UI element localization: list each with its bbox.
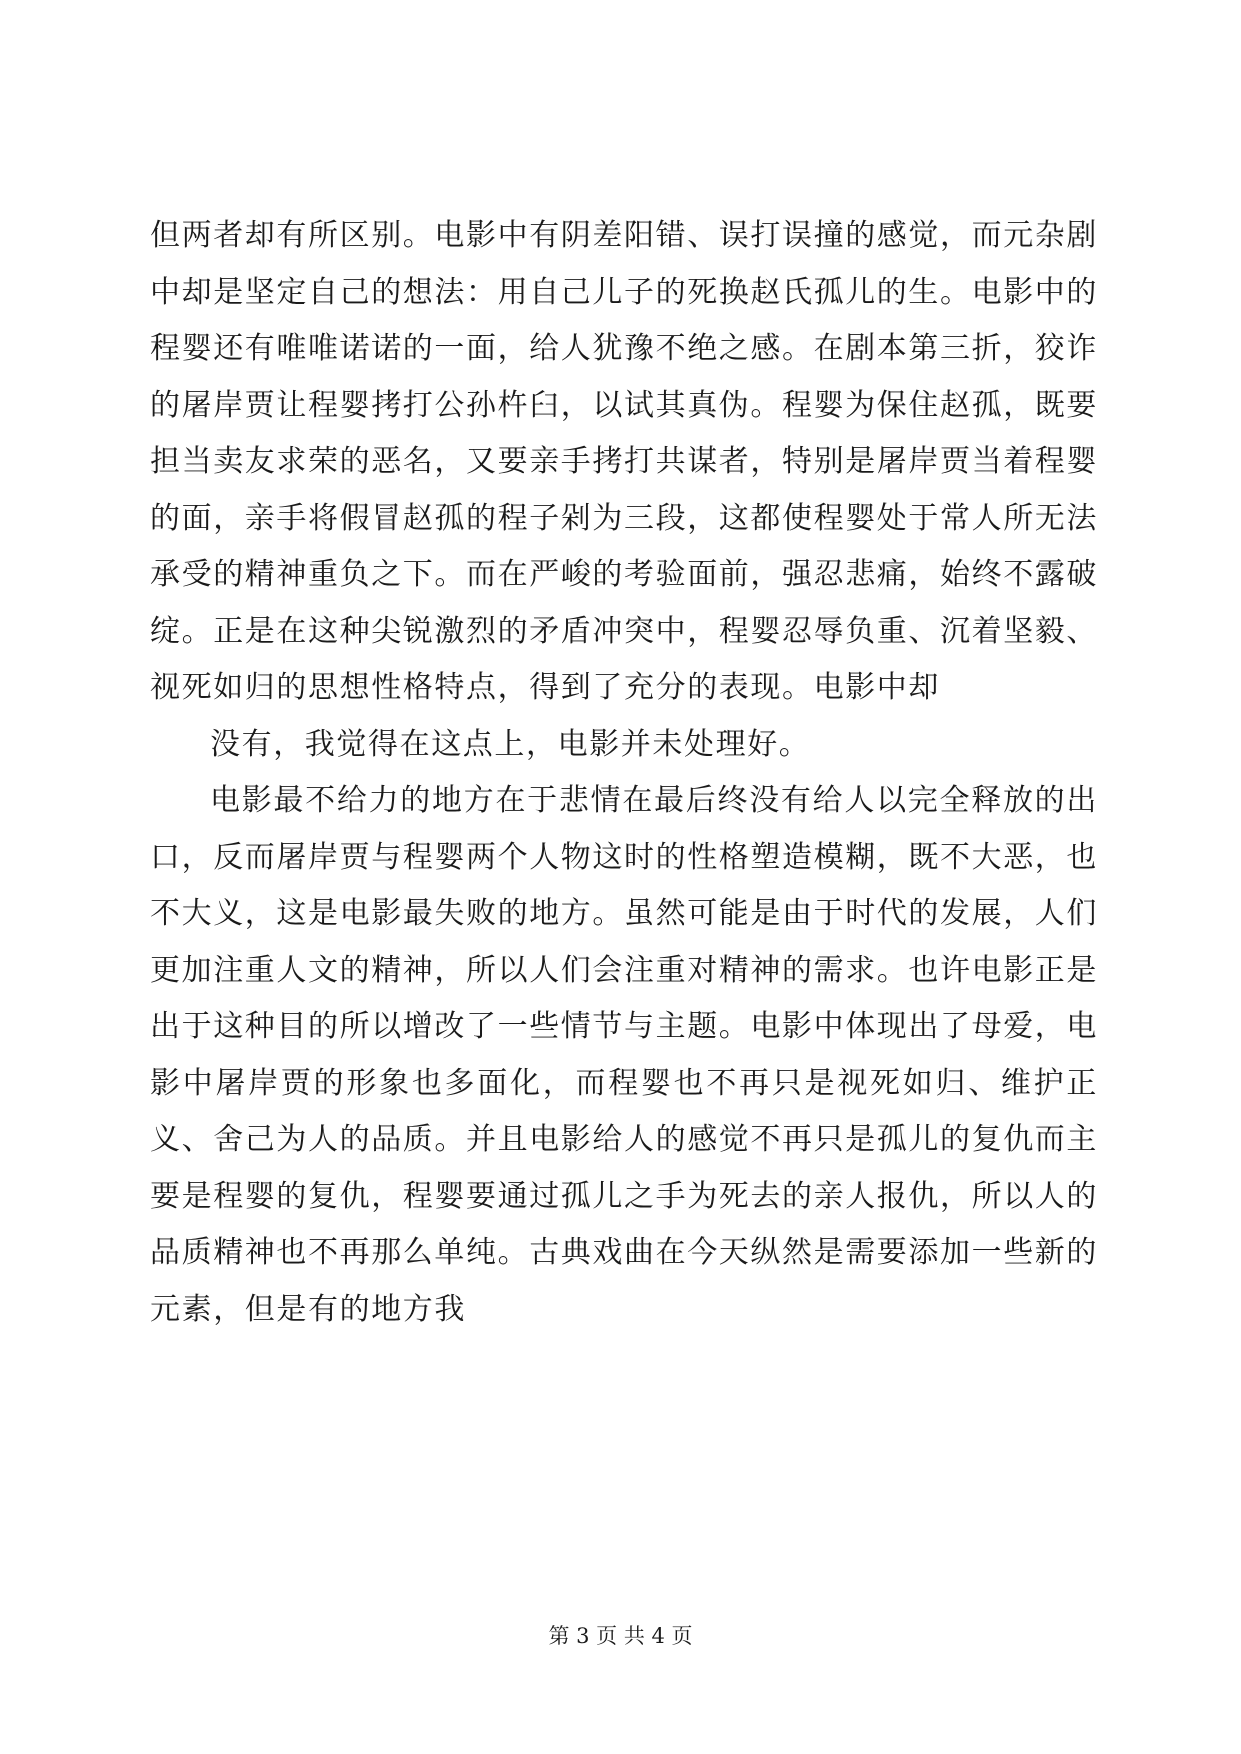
document-body <box>150 208 1098 1338</box>
paragraph-main: 电影最不给力的地方在于悲情在最后终没有给人以完全释放的出口，反而屠岸贾与程婴两个人物这时的性格塑造模糊，既不大恶，也不大义，这是电影最失败的地方。虽然可能是由于时代的发展，人们更加注重人文的精神，所以人们会注重对精神的需求。也许电影正是出于这种目的所以增改了一些情节与主题。电影中体现出了母爱，电影中屠岸贾的形象也多面化，而程婴也不再只是视死如归、维护正义、舍己为人的品质。并且电影给人的感觉不再只是孤儿的复仇而主要是程婴的复仇，程婴要通过孤儿之手为死去的亲人报仇，所以人的品质精神也不再那么单纯。古典戏曲在今天纵然是需要添加一些新的元素，但是有的地方我 <box>150 783 1098 1327</box>
page-number-footer: 第 3 页 共 4 页 <box>548 1624 693 1648</box>
paragraph-continuation: 但两者却有所区别。电影中有阴差阳错、误打误撞的感觉，而元杂剧中却是坚定自己的想法：用自己儿子的死换赵氏孤儿的生。电影中的程婴还有唯唯诺诺的一面，给人犹豫不绝之感。在剧本第三折，狡诈的屠岸贾让程婴拷打公孙杵臼，以试其真伪。程婴为保住赵孤，既要担当卖友求荣的恶名，又要亲手拷打共谋者，特别是屠岸贾当着程婴的面，亲手将假冒赵孤的程子剁为三段，这都使程婴处于常人所无法承受的精神重负之下。而在严峻的考验面前，强忍悲痛，始终不露破绽。正是在这种尖锐激烈的矛盾冲突中，程婴忍辱负重、沉着坚毅、视死如归的思想性格特点，得到了充分的表现。电影中却 <box>150 218 1098 705</box>
paragraph-short: 没有，我觉得在这点上，电影并未处理好。 <box>210 726 811 762</box>
